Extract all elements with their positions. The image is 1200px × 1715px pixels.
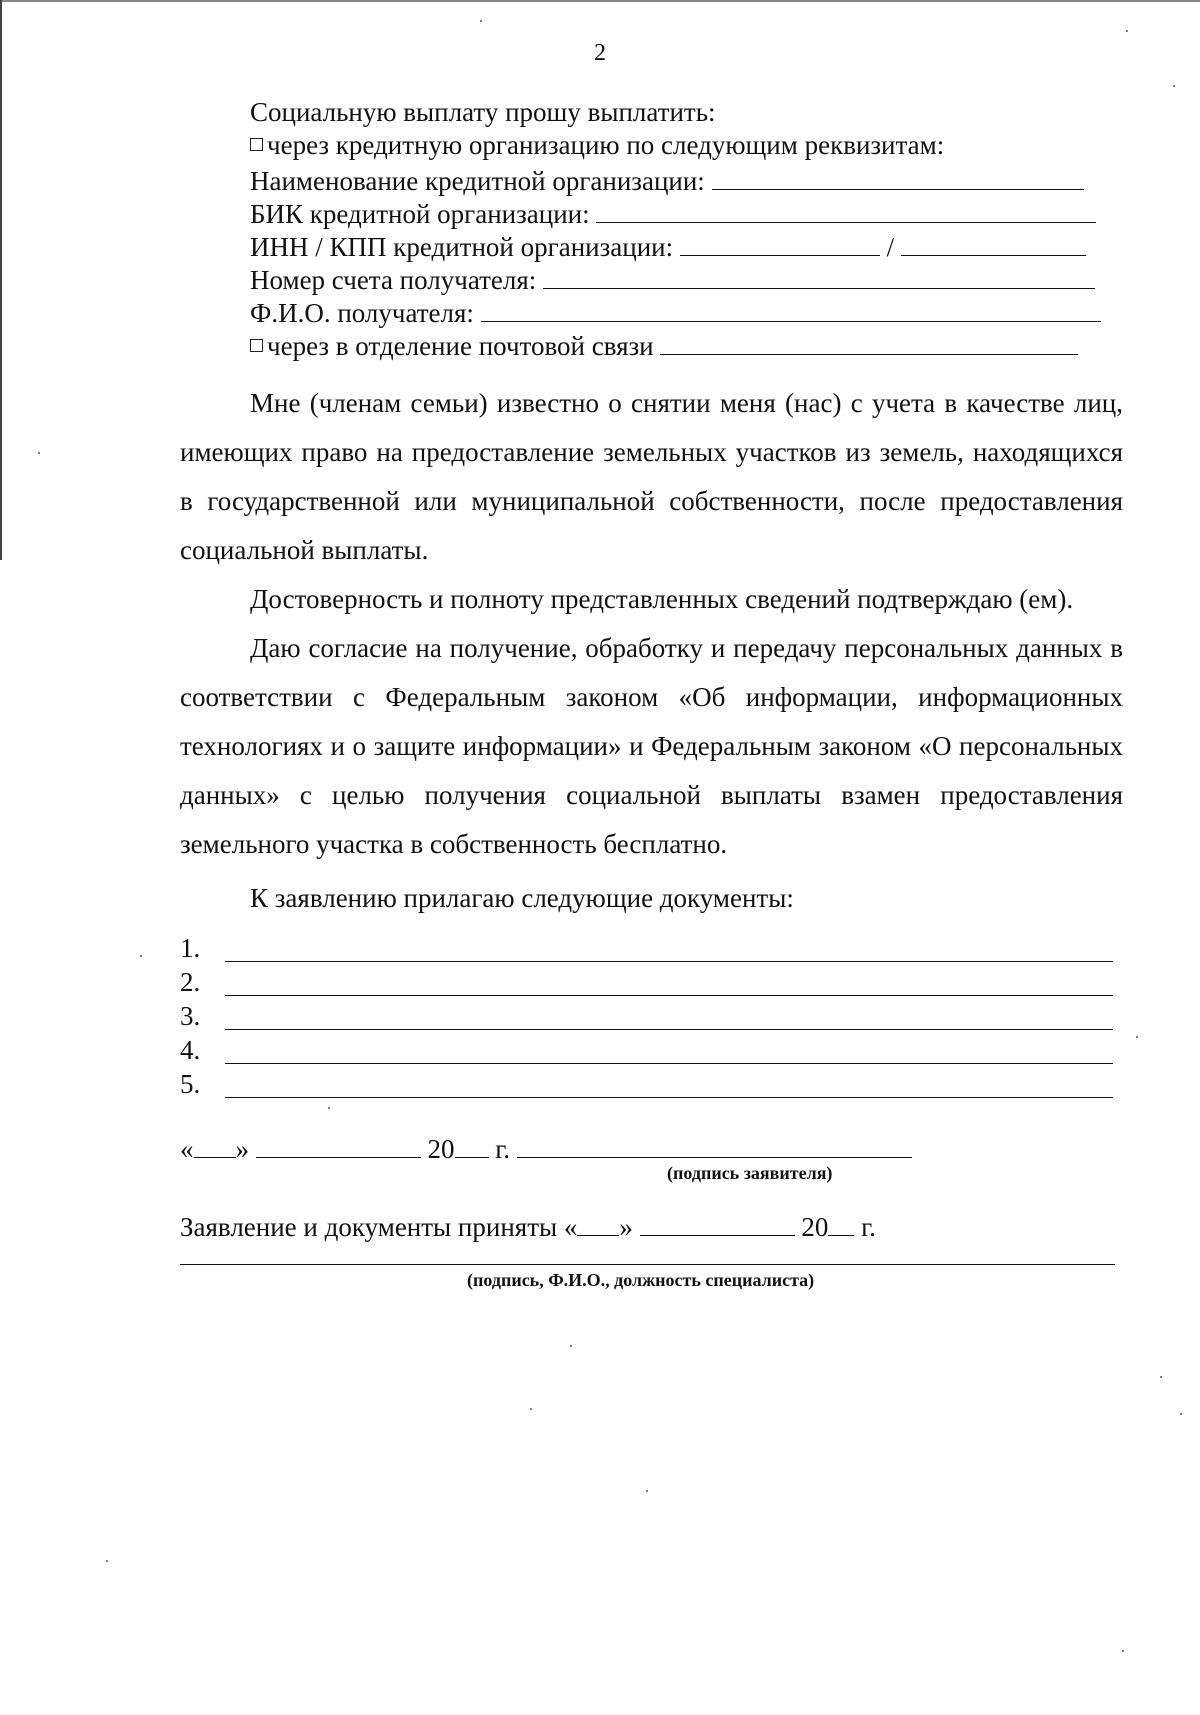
inn-kpp-separator: / bbox=[886, 232, 895, 262]
accepted-year-suffix: г. bbox=[861, 1212, 876, 1242]
scan-speck bbox=[1160, 1376, 1162, 1378]
attachment-number-4: 4. bbox=[180, 1035, 201, 1065]
specialist-signature-line[interactable] bbox=[180, 1264, 1115, 1265]
post-option-checkbox[interactable] bbox=[250, 339, 263, 352]
accepted-label: Заявление и документы приняты « bbox=[180, 1212, 578, 1242]
scan-speck bbox=[1180, 1413, 1182, 1415]
scan-speck bbox=[1122, 1650, 1124, 1652]
account-label: Номер счета получателя: bbox=[250, 265, 537, 295]
specialist-signature-caption: (подпись, Ф.И.О., должность специалиста) bbox=[467, 1270, 815, 1290]
statement-accuracy: Достоверность и полноту представленных сведений подтверждаю (ем). bbox=[250, 584, 1074, 614]
month-field[interactable] bbox=[256, 1130, 421, 1158]
statement-deregistration: Мне (членам семьи) известно о снятии меня (нас) с учета в качестве лиц, имеющих право на предоставление земельных участков из земель, находящихся в государственной или муниципальной собственности, после предоставления социальной выплаты. bbox=[180, 388, 1123, 565]
attachment-number-5: 5. bbox=[180, 1069, 201, 1099]
accepted-month-field[interactable] bbox=[640, 1208, 795, 1236]
bik-field[interactable] bbox=[596, 195, 1096, 223]
scan-speck bbox=[38, 452, 40, 454]
attachments-heading: К заявлению прилагаю следующие документы: bbox=[250, 883, 794, 913]
recipient-row bbox=[250, 294, 1101, 330]
accepted-year-field[interactable] bbox=[828, 1208, 854, 1236]
scan-speck bbox=[646, 1490, 648, 1492]
scan-speck bbox=[480, 20, 482, 22]
attachment-number-1: 1. bbox=[180, 933, 201, 963]
bank-option bbox=[250, 129, 944, 162]
bank-name-row bbox=[250, 162, 1084, 198]
applicant-signature-caption: (подпись заявителя) bbox=[667, 1163, 833, 1183]
scan-speck bbox=[1126, 30, 1128, 32]
accepted-row bbox=[180, 1208, 876, 1244]
scan-speck bbox=[1173, 85, 1175, 87]
scan-speck bbox=[570, 1345, 572, 1347]
accepted-quote-close: » bbox=[619, 1212, 633, 1242]
kpp-field[interactable] bbox=[901, 228, 1086, 256]
bank-name-label: Наименование кредитной организации: bbox=[250, 166, 705, 196]
scan-edge-left bbox=[0, 0, 2, 560]
scan-speck bbox=[530, 1408, 532, 1410]
bank-option-label: через кредитную организацию по следующим реквизитам: bbox=[267, 130, 945, 160]
date-quote-open: « bbox=[180, 1134, 194, 1164]
attachment-number-2: 2. bbox=[180, 967, 201, 997]
post-option-row bbox=[250, 327, 1078, 363]
inn-field[interactable] bbox=[680, 228, 880, 256]
bank-option-checkbox[interactable] bbox=[250, 138, 263, 151]
accepted-day-field[interactable] bbox=[577, 1208, 619, 1236]
statement-consent: Даю согласие на получение, обработку и передачу персональных данных в соответствии с Федеральным законом «Об информации, информационных технологиях и о защите информации» и Федеральным законом «О персональных данных» с целью получения социальной выплаты взамен предоставления земельного участка в собственность бесплатно. bbox=[180, 633, 1123, 859]
account-field[interactable] bbox=[543, 261, 1095, 289]
attachment-line-1[interactable] bbox=[225, 961, 1113, 962]
year-prefix: 20 bbox=[427, 1134, 455, 1164]
attachment-line-2[interactable] bbox=[225, 995, 1113, 996]
attachment-line-3[interactable] bbox=[225, 1029, 1113, 1030]
account-row bbox=[250, 261, 1095, 297]
scan-speck bbox=[140, 955, 142, 957]
scan-speck bbox=[328, 1107, 330, 1109]
bik-label: БИК кредитной организации: bbox=[250, 199, 590, 229]
inn-kpp-label: ИНН / КПП кредитной организации: bbox=[250, 232, 674, 262]
inn-kpp-row bbox=[250, 228, 1086, 264]
bik-row bbox=[250, 195, 1096, 231]
applicant-signature-field[interactable] bbox=[517, 1130, 912, 1158]
scan-speck bbox=[106, 1560, 108, 1562]
post-office-field[interactable] bbox=[660, 327, 1078, 355]
attachment-line-5[interactable] bbox=[225, 1097, 1113, 1098]
date-quote-close: » bbox=[235, 1134, 249, 1164]
payment-heading: Социальную выплату прошу выплатить: bbox=[250, 97, 716, 127]
attachment-line-4[interactable] bbox=[225, 1063, 1113, 1064]
year-suffix: г. bbox=[495, 1134, 511, 1164]
scan-speck bbox=[1136, 1036, 1138, 1038]
recipient-field[interactable] bbox=[481, 294, 1101, 322]
accepted-year-prefix: 20 bbox=[801, 1212, 829, 1242]
attachment-number-3: 3. bbox=[180, 1001, 201, 1031]
applicant-date-row bbox=[180, 1130, 912, 1166]
day-field[interactable] bbox=[194, 1130, 236, 1158]
recipient-label: Ф.И.О. получателя: bbox=[250, 298, 474, 328]
statement-block bbox=[180, 379, 1123, 869]
year-field[interactable] bbox=[455, 1130, 489, 1158]
page-number: 2 bbox=[594, 40, 606, 66]
bank-name-field[interactable] bbox=[712, 162, 1084, 190]
scan-edge-top bbox=[0, 0, 1200, 2]
post-option-label: через в отделение почтовой связи bbox=[267, 331, 654, 361]
